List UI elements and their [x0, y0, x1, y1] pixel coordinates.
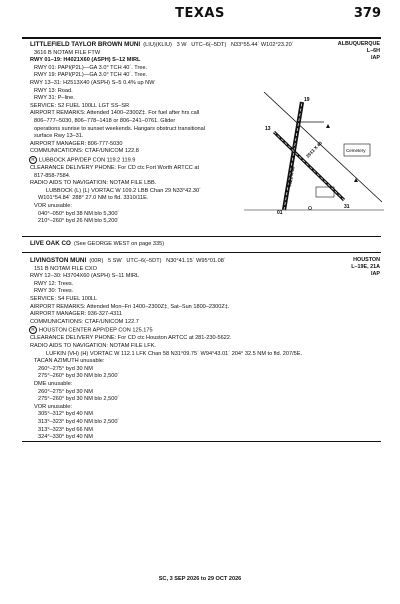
approach-control: HOUSTON CENTER APP/DEP CON 125.175 [39, 327, 153, 334]
navaids-line: RADIO AIDS TO NAVIGATION: NOTAM FILE LBB. [30, 180, 157, 187]
service-line: SERVICE: S2 FUEL 100LL LGT SS–SR [30, 102, 130, 109]
tacan-1: 260°–275° byd 30 NM [38, 365, 93, 372]
airport-utc: UTC–6(–5DT) [126, 258, 162, 264]
page-number: 379 [353, 6, 381, 21]
radar-r-icon: R [29, 326, 37, 334]
tacan-title: TACAN AZIMUTH unusable: [34, 358, 105, 365]
elevation-line: 151 B NOTAM FILE CXO [34, 265, 97, 272]
header-rule [22, 37, 381, 39]
dme-title: DME unusable: [34, 380, 73, 387]
chart-codes: L–19E, 21A [351, 264, 380, 270]
divider-3 [22, 441, 381, 442]
main-runway-dims: 4021 X 60 [287, 166, 296, 188]
label-13: 13 [265, 126, 271, 132]
dme-2: 275°–260° byd 30 NM blo 2,500´ [38, 396, 120, 403]
elevation-line: 3616 B NOTAM FILE FTW [34, 49, 101, 56]
clearance-line-2: 817-858-7584. [34, 172, 71, 179]
ctaf-line: COMMUNICATIONS: CTAF/UNICOM 122.7 [30, 318, 139, 325]
vor-unusable-title: VOR unusable: [34, 202, 72, 209]
airport-name: LIVE OAK CO [30, 240, 71, 247]
airport-manager: AIRPORT MANAGER: 806-777-5030 [30, 140, 123, 147]
label-01: 01 [277, 210, 283, 216]
remarks-line-4: surface Rwy 13–31. [34, 133, 84, 140]
label-19: 19 [304, 97, 310, 103]
vor-4: 324°–330° byd 40 NM [38, 434, 93, 441]
airport-location: 5 SW [108, 258, 122, 264]
runway-01: RWY 01: PAPI(P2L)—GA 3.0° TCH 40´. Tree. [34, 64, 148, 71]
tacan-2: 275°–260° byd 30 NM blo 2,500´ [38, 373, 120, 380]
airport-diagram [244, 92, 384, 217]
runway-31: RWY 31: P–line. [34, 95, 75, 102]
vortac-line-2: W101°54.84´ 288° 27.0 NM to fld. 3310/11E. [38, 195, 149, 202]
airport-ids: (00R) [89, 258, 104, 264]
cross-reference: (See GEORGE WEST on page 335) [74, 241, 165, 247]
state-title: TEXAS [175, 6, 225, 21]
airport-location: 3 W [176, 42, 187, 48]
livingston-entry [30, 257, 380, 442]
vortac-line: LUFKIN (VH) (H) VORTAC W 112.1 LFK Chan 58 N31°09.75´ W94°43.01´ 204° 32.5 NM to fld. 207/5E. [46, 350, 303, 357]
beacon-icon [309, 207, 312, 210]
runway-30: RWY 30: Trees. [34, 288, 74, 295]
remarks-line-3: operations sunrise to sunset weekends. Hangars obstruct transitional [34, 125, 206, 132]
page-footer: SC, 3 SEP 2026 to 29 OCT 2026 [158, 576, 242, 582]
vor-title: VOR unusable: [34, 403, 72, 410]
airport-manager: AIRPORT MANAGER: 936-327-4311 [30, 311, 123, 318]
iap-label: IAP [371, 55, 380, 61]
runway-13-31-shape [274, 132, 344, 200]
divider-2 [22, 252, 381, 253]
vor-3: 313°–323° byd 66 NM [38, 426, 93, 433]
chart-codes: L–6H [366, 48, 380, 54]
airport-name: LIVINGSTON MUNI [30, 257, 87, 264]
runway-12-30: RWY 12–30: H3704X60 (ASPH) S–11 MIRL [30, 273, 140, 280]
label-31: 31 [344, 204, 350, 210]
cemetery-label: Cemetery [346, 148, 366, 153]
clearance-line-1: CLEARANCE DELIVERY PHONE: For CD ctc Fort Worth ARTCC at [30, 164, 199, 171]
littlefield-chart-info [338, 41, 380, 62]
runway-01-19: RWY 01–19: H4021X60 (ASPH) S–12 MIRL [30, 57, 141, 64]
airport-ids: (LIU)(KLIU) [143, 42, 172, 48]
iap-label: IAP [371, 271, 380, 277]
ctaf-line: COMMUNICATIONS: CTAF/UNICOM 122.8 [30, 148, 139, 155]
page-header [0, 4, 400, 26]
remarks-line: AIRPORT REMARKS: Attended Mon–Fri 1400–2300Z‡, Sat–Sun 1800–2300Z‡. [30, 303, 230, 310]
obstruction-icon [326, 124, 330, 128]
runway-12: RWY 12: Trees. [34, 280, 74, 287]
runway-19: RWY 19: PAPI(P2L)—GA 3.0° TCH 40´. Tree. [34, 72, 148, 79]
vor-unusable-2: 210°–260° byd 26 NM blo 5,200´ [38, 218, 120, 225]
chart-name: HOUSTON [353, 257, 380, 263]
runway-13: RWY 13: Road. [34, 87, 73, 94]
vor-unusable-1: 040°–050° byd 38 NM blo 5,300´ [38, 210, 120, 217]
radar-r-icon: R [29, 156, 37, 164]
airport-coords: N30°41.15´ W95°01.08´ [166, 258, 226, 264]
chart-name: ALBUQUERQUE [337, 41, 380, 47]
dme-1: 260°–275° byd 30 NM [38, 388, 93, 395]
livingston-chart-info [351, 257, 380, 278]
vor-1: 305°–312° byd 40 NM [38, 411, 93, 418]
airport-coords: N33°55.44´ W102°23.20´ [230, 42, 294, 48]
liveoak-entry [30, 240, 380, 249]
vor-2: 313°–323° byd 40 NM blo 2,500´ [38, 418, 120, 425]
approach-control: LUBBOCK APP/DEP CON 119.2 119.9 [39, 157, 136, 164]
divider-1 [22, 236, 381, 237]
service-line: SERVICE: S4 FUEL 100LL [30, 295, 98, 302]
cross-runway-dims: 2513 X 40 [305, 140, 323, 159]
vortac-line-1: LUBBOCK (L) (L) VORTAC W 109.2 LBB Chan 29 N33°42.30´ [46, 187, 201, 194]
airport-name: LITTLEFIELD TAYLOR BROWN MUNI [30, 41, 141, 48]
remarks-line-1: AIRPORT REMARKS: Attended 1400–2300Z‡. For fuel after hrs call [30, 110, 200, 117]
airport-utc: UTC–6(–5DT) [191, 42, 227, 48]
navaids-line: RADIO AIDS TO NAVIGATION: NOTAM FILE LFK. [30, 343, 156, 350]
runway-13-31: RWY 13–31: H2513X40 (ASPH) S–5 0.4% up NW [30, 79, 155, 86]
road-line [264, 92, 382, 202]
remarks-line-2: 806–777–5030, 806–778–1418 or 806–241–0761. Glider [34, 117, 176, 124]
clearance-line: CLEARANCE DELIVERY PHONE: For CD ctc Houston ARTCC at 281-230-5622. [30, 335, 232, 342]
